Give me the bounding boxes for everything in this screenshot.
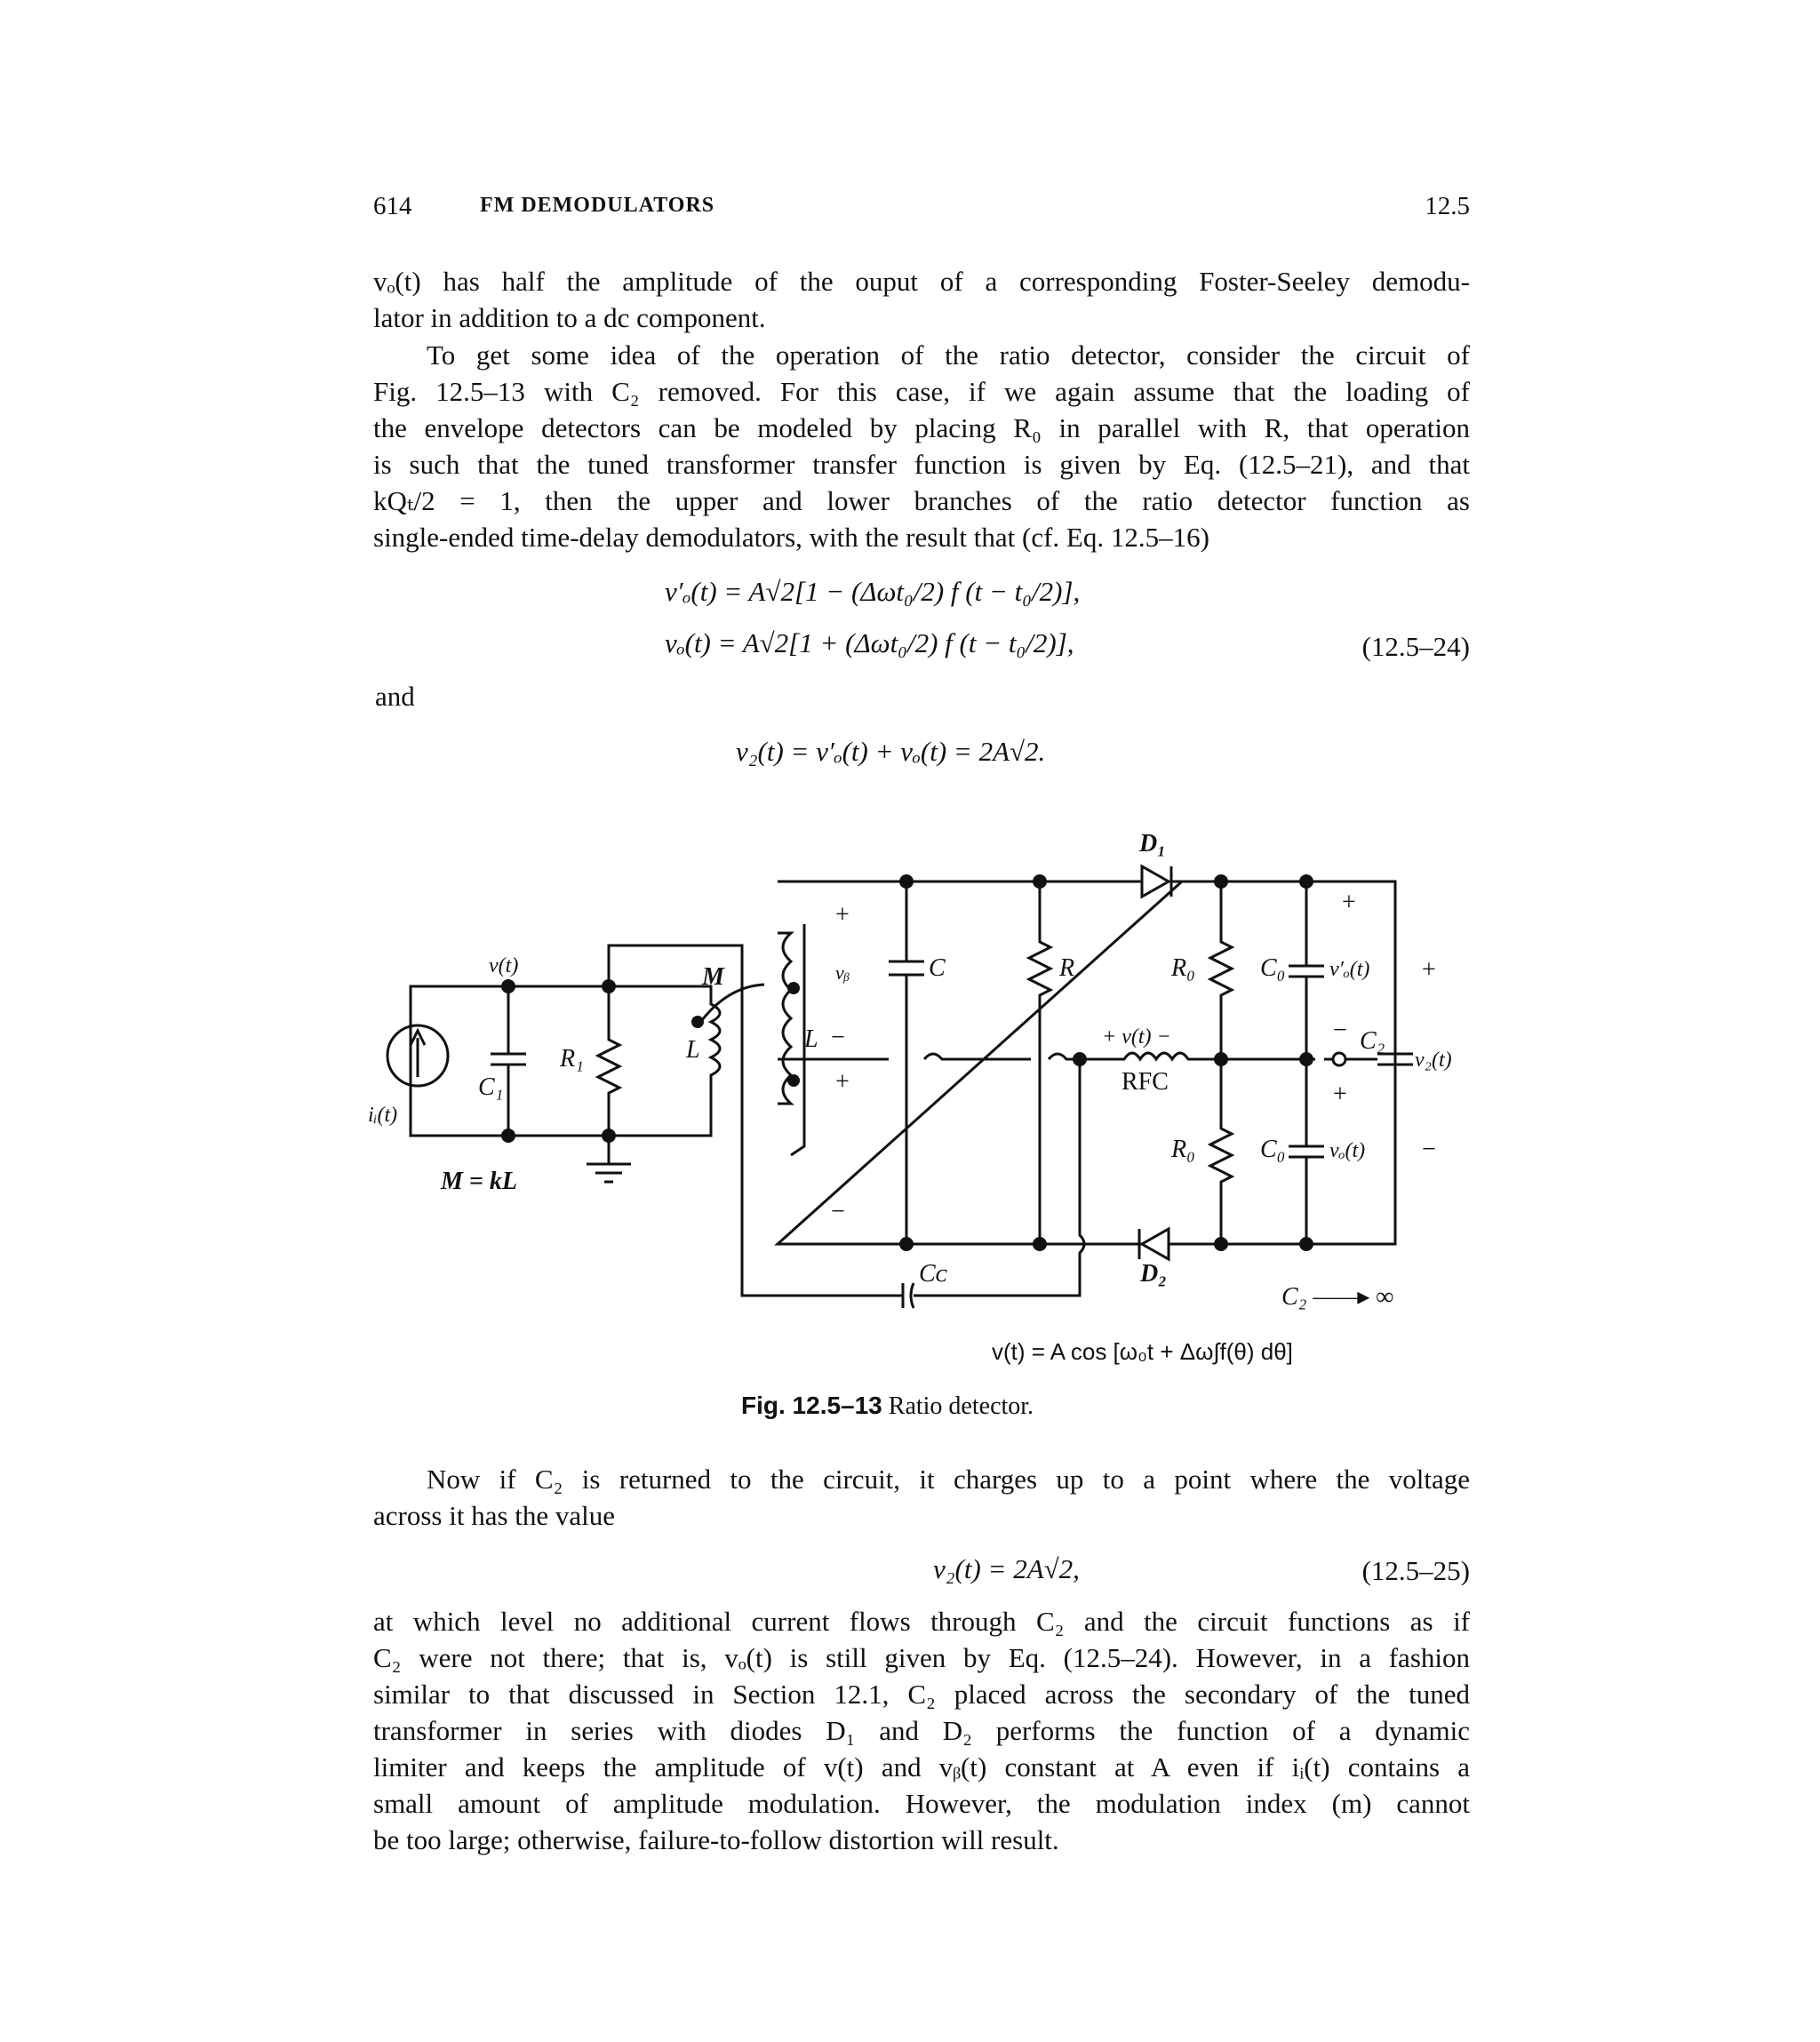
label-d1: D₁: [1139, 830, 1166, 857]
label-c0-upper: C₀: [1260, 954, 1286, 982]
equation-25-number: (12.5–25): [1361, 1555, 1470, 1586]
text-line: Now if C₂ is returned to the circuit, it charges up to a point where the voltage: [427, 1464, 1470, 1495]
minus-sign: −: [1422, 1136, 1436, 1163]
paragraph-3: [373, 1461, 1470, 1534]
text-line: small amount of amplitude modulation. However, the modulation index (m) cannot: [373, 1788, 1470, 1819]
label-v-upper: v′ₒ(t): [1329, 958, 1370, 981]
equation-24-number: (12.5–24): [1361, 631, 1470, 662]
label-m: M: [702, 963, 724, 991]
text-line: To get some idea of the operation of the ratio detector, consider the circuit of: [427, 339, 1470, 371]
text-line: be too large; otherwise, failure-to-follow distortion will result.: [373, 1824, 1059, 1855]
figure-caption: [741, 1392, 1034, 1421]
label-r: R: [1059, 954, 1075, 982]
label-c: C: [929, 954, 946, 982]
label-vt-rfc: + v(t) −: [1102, 1025, 1171, 1049]
text-line: lator in addition to a dc component.: [373, 302, 766, 333]
text-line: across it has the value: [373, 1500, 616, 1531]
label-l-secondary: L: [804, 1025, 818, 1053]
text-line: transformer in series with diodes D₁ and D₂ performs the function of a dynamic: [373, 1715, 1470, 1746]
equation-25: v₂(t) = 2A√2,: [933, 1553, 1080, 1584]
label-i-t: iᵢ(t): [368, 1104, 398, 1127]
caption-text: Ratio detector.: [888, 1392, 1034, 1420]
label-v2: v₂(t): [1415, 1049, 1452, 1072]
label-l-primary: L: [686, 1036, 700, 1064]
label-c2: C₂: [1360, 1027, 1385, 1055]
label-v-lower: vₒ(t): [1329, 1139, 1366, 1162]
label-c0-lower: C₀: [1260, 1136, 1286, 1163]
equation-sum: v₂(t) = v′ₒ(t) + vₒ(t) = 2A√2.: [736, 736, 1046, 767]
and-word: and: [375, 681, 415, 712]
equation-24-line-2: vₒ(t) = A√2[1 + (Δωt₀/2) f (t − t₀/2)],: [665, 627, 1074, 658]
plus-sign: +: [835, 1068, 850, 1096]
text-line: is such that the tuned transformer transfer function is given by Eq. (12.5–21), and that: [373, 449, 1470, 480]
label-rfc: RFC: [1122, 1068, 1169, 1096]
text-line: the envelope detectors can be modeled by placing R₀ in parallel with R, that operation: [373, 412, 1470, 443]
label-vb: vᵦ: [835, 961, 850, 984]
label-cc: Cᴄ: [919, 1260, 947, 1288]
minus-sign: −: [1333, 1017, 1347, 1044]
text-line: C₂ were not there; that is, vₒ(t) is still given by Eq. (12.5–24). However, in a fashion: [373, 1642, 1470, 1673]
text-line: vₒ(t) has half the amplitude of the ouput of a corresponding Foster-Seeley demodu-: [373, 266, 1470, 297]
label-r0-lower: R₀: [1171, 1136, 1195, 1163]
plus-sign: +: [1422, 956, 1436, 984]
page-number: 614: [373, 192, 412, 220]
label-d2: D₂: [1140, 1260, 1167, 1288]
label-c1: C₁: [478, 1073, 504, 1101]
text-line: single-ended time-delay demodulators, with the result that (cf. Eq. 12.5–16): [373, 522, 1209, 553]
label-v-t: v(t): [489, 954, 519, 977]
section-number: 12.5: [1425, 192, 1470, 220]
label-c2-inf: C₂ ——▸ ∞: [1281, 1283, 1394, 1311]
minus-sign: −: [831, 1024, 845, 1051]
label-r1: R₁: [560, 1045, 584, 1073]
text-line: at which level no additional current flows through C₂ and the circuit functions as if: [373, 1606, 1470, 1637]
figure-formula: v(t) = A cos [ω₀t + Δω∫f(θ) dθ]: [992, 1338, 1293, 1365]
label-mkl: M = kL: [441, 1168, 517, 1195]
equation-24-line-1: v′ₒ(t) = A√2[1 − (Δωt₀/2) f (t − t₀/2)],: [665, 576, 1081, 607]
text-line: kQₜ/2 = 1, then the upper and lower branches of the ratio detector function as: [373, 485, 1470, 516]
paragraph-4: [373, 1603, 1470, 1858]
plus-sign: +: [835, 901, 850, 929]
caption-label: Fig. 12.5–13: [741, 1392, 882, 1419]
text-line: Fig. 12.5–13 with C₂ removed. For this case, if we again assume that the loading of: [373, 376, 1470, 407]
text-line: similar to that discussed in Section 12.1, C₂ placed across the secondary of the tuned: [373, 1679, 1470, 1710]
running-head: FM DEMODULATORS: [480, 194, 715, 217]
plus-sign: +: [1333, 1081, 1347, 1108]
label-r0-upper: R₀: [1171, 954, 1195, 982]
text-line: limiter and keeps the amplitude of v(t) and vᵦ(t) constant at A even if iᵢ(t) contains a: [373, 1751, 1470, 1783]
plus-sign: +: [1342, 889, 1356, 916]
minus-sign: −: [831, 1198, 845, 1225]
